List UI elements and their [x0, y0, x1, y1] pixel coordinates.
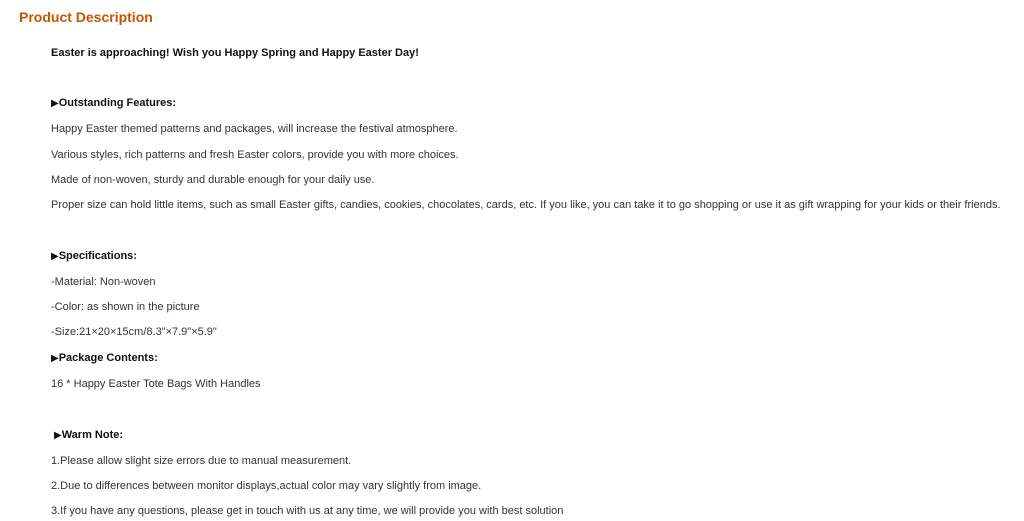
- note-item: 2.Due to differences between monitor displays,actual color may vary slightly from image.: [51, 480, 482, 492]
- package-heading: [51, 351, 158, 366]
- triangle-right-icon: ▶: [51, 98, 59, 109]
- features-heading: [51, 96, 176, 111]
- package-item: 16 * Happy Easter Tote Bags With Handles: [51, 378, 261, 390]
- triangle-right-icon: ▶: [54, 430, 62, 441]
- spec-item: -Size:21×20×15cm/8.3"×7.9"×5.9": [51, 326, 217, 338]
- features-heading-label: Outstanding Features:: [58, 97, 177, 109]
- spec-item: -Color: as shown in the picture: [51, 301, 200, 313]
- feature-item: Made of non-woven, sturdy and durable enough for your daily use.: [51, 174, 375, 186]
- spec-item: -Material: Non-woven: [51, 276, 156, 288]
- note-item: 3.If you have any questions, please get in touch with us at any time, we will provide you with best solution: [51, 505, 564, 517]
- intro-text: Easter is approaching! Wish you Happy Spring and Happy Easter Day!: [51, 47, 419, 59]
- feature-item: Happy Easter themed patterns and packages, will increase the festival atmosphere.: [51, 123, 458, 135]
- warm-note-heading-label: Warm Note:: [61, 429, 124, 441]
- note-item: 1.Please allow slight size errors due to manual measurement.: [51, 455, 352, 467]
- feature-item: Proper size can hold little items, such as small Easter gifts, candies, cookies, chocolates, cards, etc. If you like, you can take it to go shopping or use it as gift wrapping for your kids or their friends.: [51, 199, 1001, 211]
- triangle-right-icon: ▶: [51, 353, 59, 364]
- feature-item: Various styles, rich patterns and fresh Easter colors, provide you with more choices.: [51, 149, 459, 161]
- specifications-heading: [51, 249, 137, 264]
- section-title: Product Description: [19, 9, 153, 25]
- warm-note-heading: [54, 428, 123, 443]
- triangle-right-icon: ▶: [51, 251, 59, 262]
- specifications-heading-label: Specifications:: [58, 250, 137, 262]
- package-heading-label: Package Contents:: [58, 352, 158, 364]
